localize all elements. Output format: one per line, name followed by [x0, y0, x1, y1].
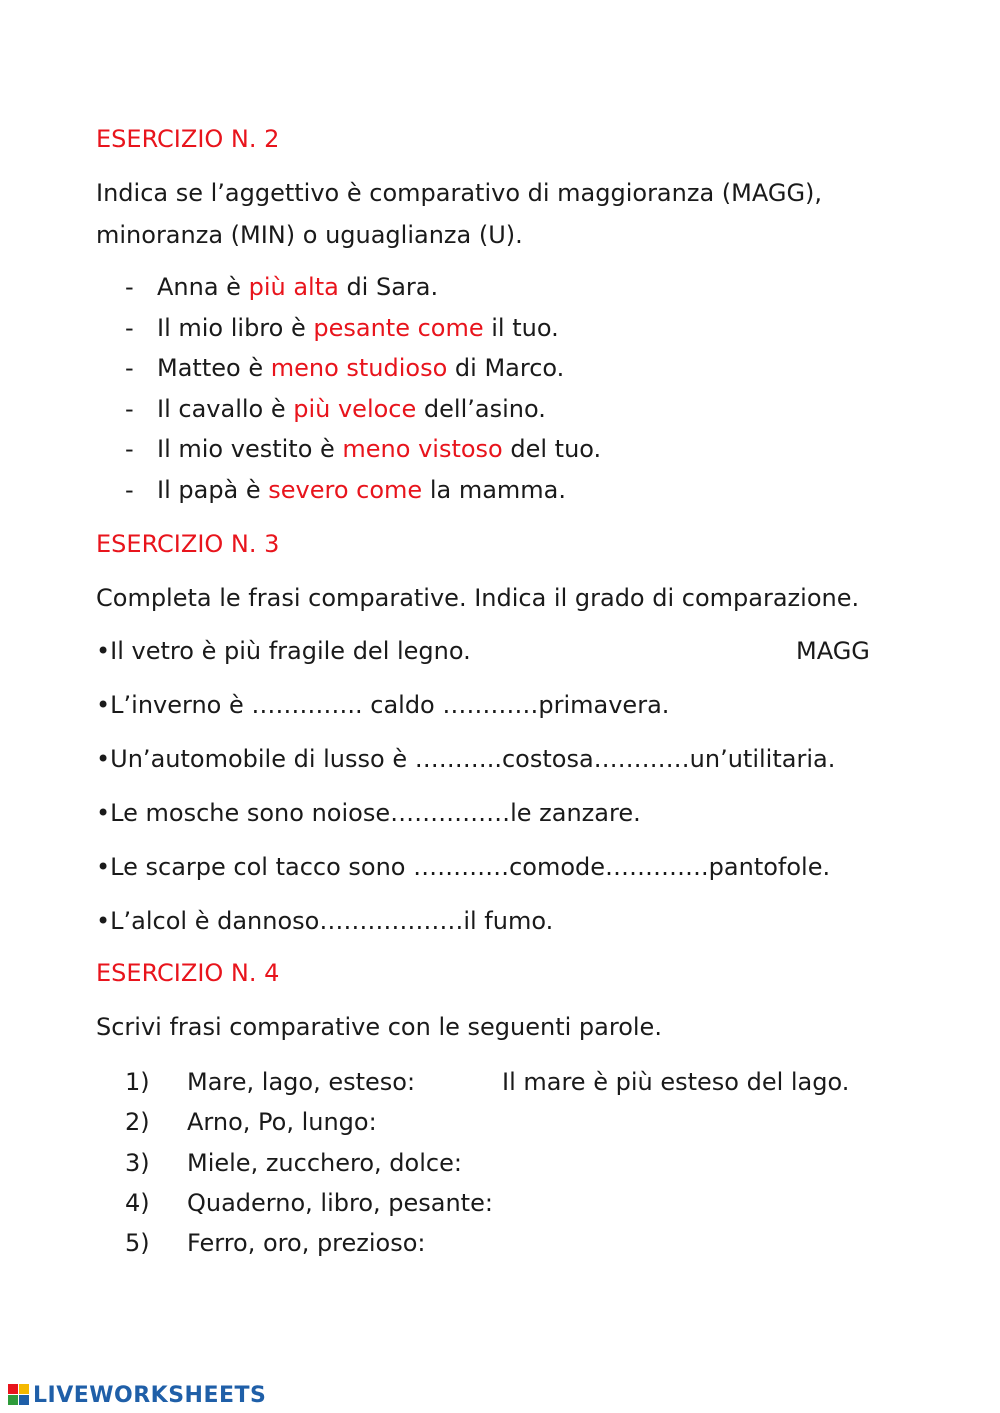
- exercise-2-instruction-line-1: Indica se l’aggettivo è comparativo di maggioranza (MAGG),: [96, 179, 823, 207]
- numbered-item: [0, 1188, 1000, 1218]
- numbered-item: [0, 1067, 1000, 1097]
- dash-marker: -: [125, 314, 134, 342]
- dash-marker: -: [125, 435, 134, 463]
- dash-marker: -: [125, 476, 134, 504]
- logo-text: LIVEWORKSHEETS: [33, 1382, 267, 1408]
- sentence: Il cavallo è più veloce dell’asino.: [157, 395, 546, 423]
- numbered-item: [0, 1107, 1000, 1137]
- exercise-3-sentence: •Un’automobile di lusso è ………..costosa…………un’utilitaria.: [96, 745, 836, 773]
- highlight: meno studioso: [270, 354, 448, 382]
- liveworksheets-logo: [8, 1380, 266, 1410]
- item-number: 1): [125, 1068, 150, 1096]
- highlight: meno vistoso: [342, 435, 503, 463]
- item-prompt: Quaderno, libro, pesante:: [187, 1189, 493, 1217]
- highlight: più alta: [248, 273, 339, 301]
- list-item: [0, 434, 1000, 464]
- item-prompt: Ferro, oro, prezioso:: [187, 1229, 426, 1257]
- sentence: Il mio libro è pesante come il tuo.: [157, 314, 559, 342]
- sentence: Il papà è severo come la mamma.: [157, 476, 567, 504]
- item-number: 4): [125, 1189, 150, 1217]
- list-item: [0, 353, 1000, 383]
- list-item: [0, 394, 1000, 424]
- sentence: Anna è più alta di Sara.: [157, 273, 439, 301]
- exercise-3-sentence: •Le mosche sono noiose……………le zanzare.: [96, 799, 641, 827]
- exercise-2-instruction-line-2: minoranza (MIN) o uguaglianza (U).: [96, 221, 523, 249]
- logo-blocks-icon: [8, 1384, 30, 1406]
- sentence: Matteo è meno studioso di Marco.: [157, 354, 565, 382]
- item-number: 3): [125, 1149, 150, 1177]
- list-item: [0, 313, 1000, 343]
- item-prompt: Mare, lago, esteso:: [187, 1068, 416, 1096]
- exercise-3-sentence: •Il vetro è più fragile del legno.: [96, 637, 471, 665]
- numbered-item: [0, 1228, 1000, 1258]
- dash-marker: -: [125, 395, 134, 423]
- exercise-3-title: ESERCIZIO N. 3: [96, 530, 280, 558]
- exercise-4-instruction: Scrivi frasi comparative con le seguenti parole.: [96, 1013, 662, 1041]
- highlight: severo come: [268, 476, 423, 504]
- highlight: pesante come: [313, 314, 484, 342]
- numbered-item: [0, 1148, 1000, 1178]
- exercise-3-sentence: •L’alcol è dannoso………………il fumo.: [96, 907, 554, 935]
- item-prompt: Miele, zucchero, dolce:: [187, 1149, 462, 1177]
- exercise-3-instruction: Completa le frasi comparative. Indica il grado di comparazione.: [96, 584, 860, 612]
- item-answer: Il mare è più esteso del lago.: [502, 1068, 850, 1096]
- grade-answer: MAGG: [796, 637, 870, 665]
- exercise-4-title: ESERCIZIO N. 4: [96, 959, 280, 987]
- sentence: Il mio vestito è meno vistoso del tuo.: [157, 435, 602, 463]
- dash-marker: -: [125, 354, 134, 382]
- dash-marker: -: [125, 273, 134, 301]
- item-number: 2): [125, 1108, 150, 1136]
- exercise-3-sentence: •Le scarpe col tacco sono …………comode………….pantofole.: [96, 853, 831, 881]
- highlight: più veloce: [293, 395, 417, 423]
- item-prompt: Arno, Po, lungo:: [187, 1108, 377, 1136]
- item-number: 5): [125, 1229, 150, 1257]
- list-item: [0, 272, 1000, 302]
- exercise-3-sentence: •L’inverno è ………….. caldo …………primavera.: [96, 691, 670, 719]
- list-item: [0, 475, 1000, 505]
- exercise-2-title: ESERCIZIO N. 2: [96, 125, 280, 153]
